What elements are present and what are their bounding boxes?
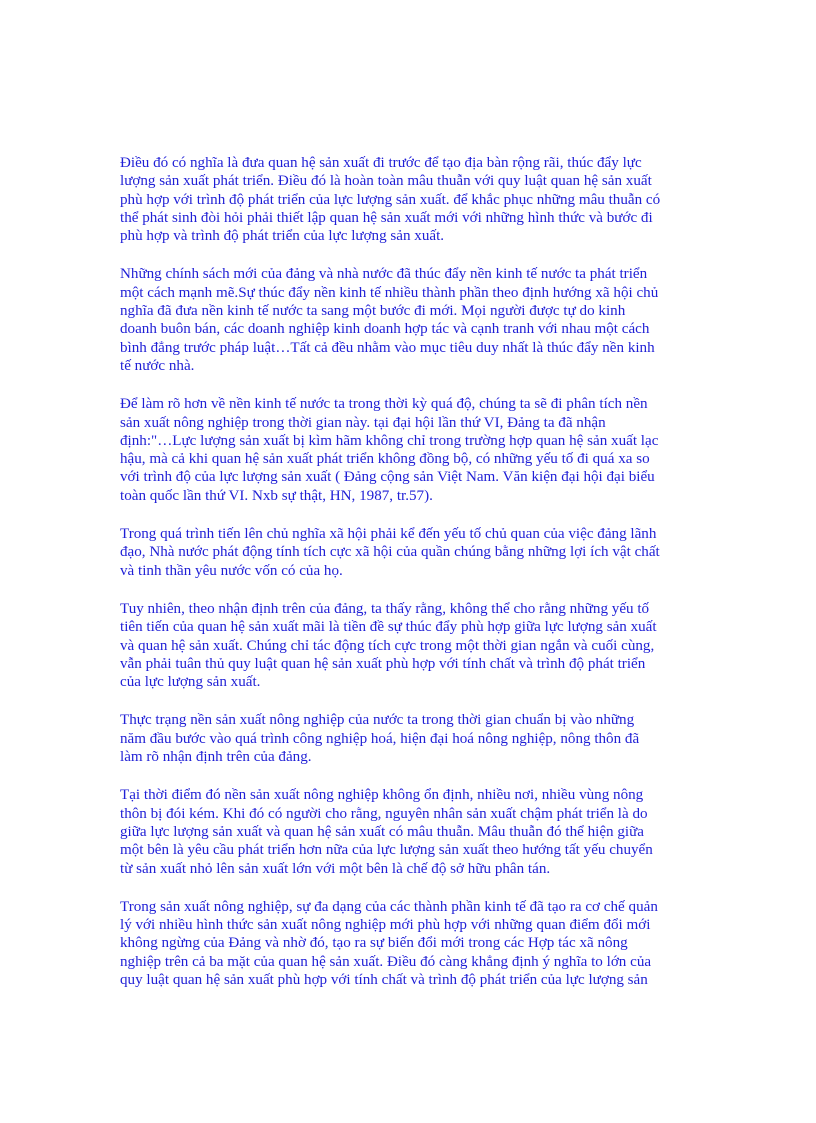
text-line: vẫn phải tuân thủ quy luật quan hệ sản xuất phù hợp với tính chất và trình độ phát triển bbox=[120, 655, 646, 672]
text-line: từ sản xuất nhỏ lên sản xuất lớn với một bên là chế độ sở hữu phân tán. bbox=[120, 860, 551, 877]
text-line: bình đẳng trước pháp luật…Tất cả đều nhằm vào mục tiêu duy nhất là thúc đẩy nền kinh bbox=[120, 339, 655, 356]
text-line: Những chính sách mới của đảng và nhà nước đã thúc đẩy nền kinh tế nước ta phát triển bbox=[120, 266, 648, 283]
text-line: và quan hệ sản xuất. Chúng chỉ tác động tích cực trong một thời gian ngắn và cuối cùng, bbox=[120, 637, 655, 654]
paragraph bbox=[120, 265, 700, 375]
text-line: nghiệp trên cả ba mặt của quan hệ sản xuất. Điều đó càng khẳng định ý nghĩa to lớn của bbox=[120, 953, 652, 970]
text-line: phù hợp và trình độ phát triển của lực lượng sản xuất. bbox=[120, 228, 445, 245]
text-line: quy luật quan hệ sản xuất phù hợp với tính chất và trình độ phát triển của lực lượng sản bbox=[120, 971, 648, 988]
text-line: với trình độ của lực lượng sản xuất ( Đảng cộng sản Việt Nam. Văn kiện đại hội đại biểu bbox=[120, 469, 655, 486]
text-line: Trong sản xuất nông nghiệp, sự đa dạng của các thành phần kinh tế đã tạo ra cơ chế quản bbox=[120, 898, 658, 915]
text-line: định:"…Lực lượng sản xuất bị kìm hãm không chỉ trong trường hợp quan hệ sản xuất lạc bbox=[120, 432, 659, 449]
text-line: không ngừng của Đảng và nhờ đó, tạo ra sự biến đổi mới trong các Hợp tác xã nông bbox=[120, 935, 628, 952]
paragraph bbox=[120, 395, 700, 505]
text-line: của lực lượng sản xuất. bbox=[120, 674, 261, 691]
text-line: và tinh thần yêu nước vốn có của họ. bbox=[120, 562, 343, 579]
text-line: phù hợp với trình độ phát triển của lực lượng sản xuất. để khắc phục những mâu thuẫn có bbox=[120, 191, 661, 208]
text-line: lý với nhiều hình thức sản xuất nông nghiệp mới phù hợp với những quan điểm đổi mới bbox=[120, 917, 651, 934]
text-line: toàn quốc lần thứ VI. Nxb sự thật, HN, 1987, tr.57). bbox=[120, 487, 433, 504]
paragraph bbox=[120, 600, 700, 691]
paragraph bbox=[120, 154, 700, 245]
text-line: đạo, Nhà nước phát động tính tích cực xã hội của quần chúng bằng những lợi ích vật chất bbox=[120, 544, 660, 561]
text-line: giữa lực lượng sản xuất và quan hệ sản xuất có mâu thuẫn. Mâu thuẫn đó thể hiện giữa bbox=[120, 823, 644, 840]
text-line: một bên là yêu cầu phát triển hơn nữa của lực lượng sản xuất theo hướng tất yếu chuyển bbox=[120, 842, 653, 859]
text-line: doanh buôn bán, các doanh nghiệp kinh doanh hợp tác và cạnh tranh với nhau một cách bbox=[120, 321, 650, 338]
text-line: Tuy nhiên, theo nhận định trên của đảng, ta thấy rằng, không thể cho rằng những yếu tố bbox=[120, 600, 650, 617]
paragraph bbox=[120, 525, 700, 580]
text-line: thôn bị đói kém. Khi đó có người cho rằng, nguyên nhân sản xuất chậm phát triển là do bbox=[120, 805, 648, 822]
text-line: Tại thời điểm đó nền sản xuất nông nghiệp không ổn định, nhiều nơi, nhiều vùng nông bbox=[120, 787, 644, 804]
text-line: tế nước nhà. bbox=[120, 357, 195, 374]
text-line: sản xuất nông nghiệp trong thời gian này. tại đại hội lần thứ VI, Đảng ta đã nhận bbox=[120, 414, 606, 431]
text-line: năm đầu bước vào quá trình công nghiệp hoá, hiện đại hoá nông nghiệp, nông thôn đã bbox=[120, 730, 640, 747]
text-line: Điều đó có nghĩa là đưa quan hệ sản xuất đi trước để tạo địa bàn rộng rãi, thúc đẩy lực bbox=[120, 155, 642, 171]
text-line: thể phát sinh đòi hỏi phải thiết lập quan hệ sản xuất mới với những hình thức và bước đi bbox=[120, 209, 653, 226]
text-line: hậu, mà cả khi quan hệ sản xuất phát triển không đồng bộ, có những yếu tố đi quá xa so bbox=[120, 451, 650, 468]
document-body bbox=[120, 154, 700, 1009]
text-line: Để làm rõ hơn về nền kinh tế nước ta trong thời kỳ quá độ, chúng ta sẽ đi phân tích nền bbox=[120, 396, 648, 413]
text-line: nghĩa đã đưa nền kinh tế nước ta sang một bước đi mới. Mọi người được tự do kinh bbox=[120, 303, 626, 320]
text-line: tiên tiến của quan hệ sản xuất mãi là tiền đề sự thúc đẩy phù hợp giữa lực lượng sản xuất bbox=[120, 619, 657, 636]
paragraph bbox=[120, 786, 700, 877]
text-line: Thực trạng nền sản xuất nông nghiệp của nước ta trong thời gian chuẩn bị vào những bbox=[120, 712, 635, 729]
text-line: lượng sản xuất phát triển. Điều đó là hoàn toàn mâu thuẫn với quy luật quan hệ sản xuất bbox=[120, 173, 652, 190]
paragraph bbox=[120, 898, 700, 989]
text-line: Trong quá trình tiến lên chủ nghĩa xã hội phải kể đến yếu tố chủ quan của việc đảng lãnh bbox=[120, 526, 657, 543]
text-line: làm rõ nhận định trên của đảng. bbox=[120, 749, 312, 766]
text-line: một cách mạnh mẽ.Sự thúc đẩy nền kinh tế nhiều thành phần theo định hướng xã hội chủ bbox=[120, 284, 659, 301]
paragraph bbox=[120, 711, 700, 766]
